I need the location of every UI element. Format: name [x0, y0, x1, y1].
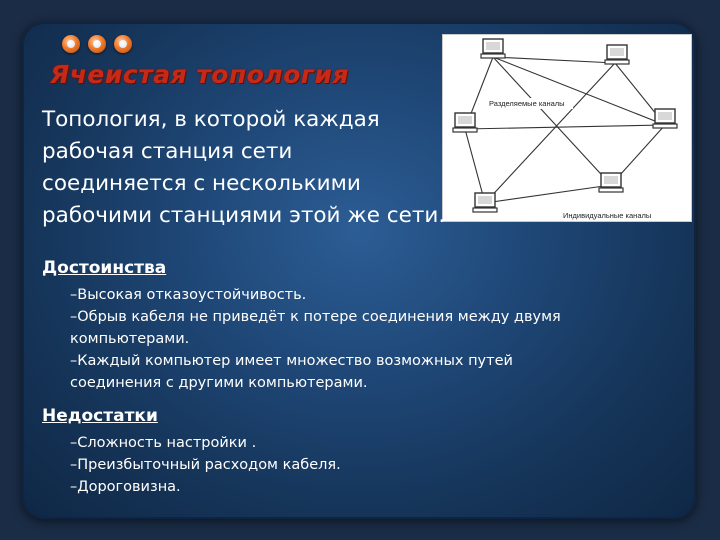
intro-line: Топология, в которой каждая — [42, 107, 380, 132]
dot-1 — [62, 35, 80, 53]
intro-line: рабочая станция сети — [42, 139, 293, 164]
dot-3 — [114, 35, 132, 53]
list-item-continued: соединения с другими компьютерами. — [70, 375, 368, 391]
intro-text — [42, 104, 562, 232]
list-item: –Сложность настройки . — [70, 435, 257, 451]
advantages-list — [70, 284, 680, 394]
dot-2 — [88, 35, 106, 53]
list-item: –Обрыв кабеля не приведёт к потере соединения между двумя — [70, 309, 561, 325]
label-shared-channels: Разделяемые каналы — [489, 99, 565, 108]
disadvantages-heading: Недостатки — [42, 406, 158, 426]
disadvantages-list — [70, 432, 680, 498]
computer-icon — [599, 173, 623, 192]
list-item: –Каждый компьютер имеет множество возможных путей — [70, 353, 513, 369]
list-item: –Дороговизна. — [70, 479, 181, 495]
intro-line: соединяется с несколькими — [42, 171, 361, 196]
list-item-continued: компьютерами. — [70, 331, 190, 347]
computer-icon — [481, 39, 505, 58]
computer-icon — [605, 45, 629, 64]
list-item: –Высокая отказоустойчивость. — [70, 287, 307, 303]
advantages-heading: Достоинства — [42, 258, 167, 278]
intro-line: рабочими станциями этой же сети. — [42, 203, 446, 228]
label-individual-channels: Индивидуальные каналы — [563, 211, 652, 220]
window-dots — [62, 35, 132, 53]
list-item: –Преизбыточный расходом кабеля. — [70, 457, 341, 473]
slide-title: Ячеистая топология — [50, 60, 350, 89]
computer-icon — [653, 109, 677, 128]
